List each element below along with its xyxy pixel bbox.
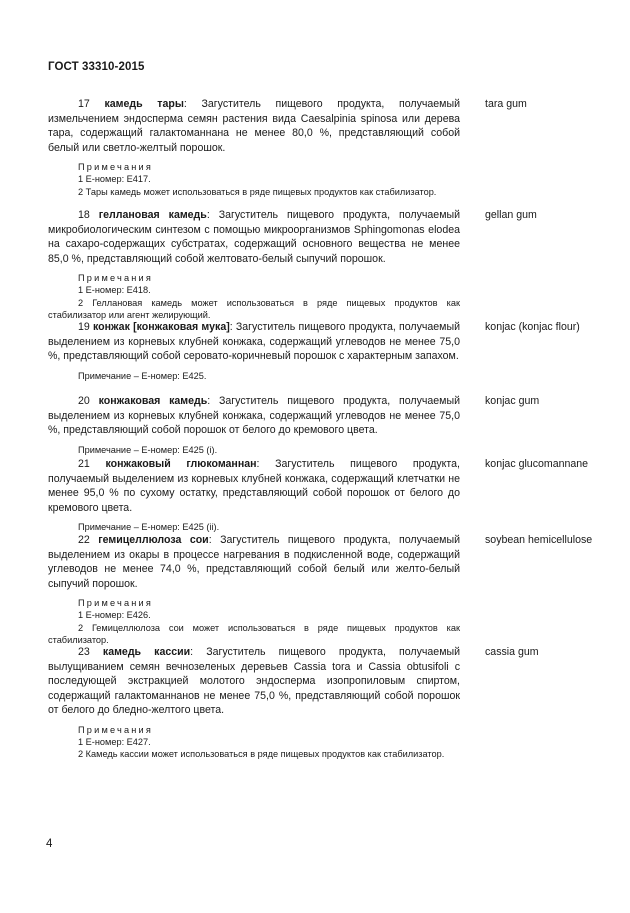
term-notes (48, 597, 460, 646)
term-equivalent-english: konjac gum (485, 395, 540, 407)
term-entry-21 (48, 457, 614, 533)
term-definition: 20 конжаковая камедь: Загуститель пищевого продукта, получаемый выделением из корневых клубней конжака, содержащий углеводов не менее 75,0 %, представляющий собой порошок от белого до кремового цвета. (48, 395, 460, 436)
term-entry-17 (48, 97, 614, 198)
document-header: ГОСТ 33310-2015 (48, 61, 145, 73)
term-equivalent-english: soybean hemicellulose (485, 534, 593, 546)
term-definition: 21 конжаковый глюкоманнан: Загуститель пищевого продукта, получаемый выделением из корневых клубней конжака, содержащий клетчатки не менее 95,0 % по сухому остатку, представляющий собой порошок от белого до кремового цвета. (48, 458, 460, 514)
notes-heading: Примечания (78, 724, 154, 735)
note-item: 1 Е-номер: Е417. (78, 174, 151, 185)
term-definition: 19 конжак [конжаковая мука]: Загуститель пищевого продукта, получаемый выделением из корневых клубней конжака, содержащий углеводов не менее 75,0 %, представляющий собой серовато-коричневый порошок с характерным запахом. (48, 321, 461, 362)
note-single: Примечание – Е-номер: Е425. (78, 370, 207, 381)
term-name: гемицеллюлоза сои (98, 534, 209, 546)
note-item: 2 Тары камедь может использоваться в ряде пищевых продуктов как стабилизатор. (78, 186, 437, 197)
term-definition: 18 геллановая камедь: Загуститель пищевого продукта, получаемый микробиологическим синтезом с помощью микроорганизмов Sphingomonas elodea на сахаро-содержащих субстратах, содержащий основного вещества не менее 85,0 %, представляющий собой желтовато-белый сыпучий порошок. (48, 209, 461, 265)
notes-heading: Примечания (78, 162, 154, 172)
term-notes (48, 444, 460, 456)
term-name: геллановая камедь (98, 209, 207, 221)
term-definition: 17 камедь тары: Загуститель пищевого продукта, получаемый измельчением эндосперма семян растения вида Caesalpinia spinosa или дерева тара, содержащий галактоманнана не менее 80,0 %, представляющий собой белый или светло-желтый порошок. (48, 98, 460, 154)
term-notes (48, 521, 460, 533)
note-single: Примечание – Е-номер: Е425 (i). (78, 444, 218, 455)
term-entry-19 (48, 320, 614, 382)
term-equivalent-english: konjac glucomannane (485, 458, 589, 470)
term-entry-18 (48, 208, 614, 321)
term-equivalent-english: gellan gum (485, 209, 537, 221)
term-notes (48, 724, 460, 761)
term-entry-22 (48, 533, 614, 646)
term-name: камедь кассии (102, 646, 191, 658)
note-item: 2 Камедь кассии может использоваться в ряде пищевых продуктов как стабилизатор. (78, 749, 445, 760)
note-item: 2 Гемицеллюлоза сои может использоваться в ряде пищевых продуктов как стабилизатор. (48, 622, 460, 645)
notes-heading: Примечания (78, 598, 154, 608)
term-entry-20 (48, 394, 614, 456)
term-name: конжаковый глюкоманнан (105, 458, 257, 470)
note-item: 1 Е-номер: Е427. (78, 736, 151, 747)
term-equivalent-english: tara gum (485, 98, 527, 110)
term-name: камедь тары (104, 98, 184, 110)
term-notes (48, 161, 460, 198)
term-entry-23 (48, 645, 614, 760)
note-item: 1 Е-номер: Е426. (78, 610, 151, 621)
term-definition: 23 камедь кассии: Загуститель пищевого продукта, получаемый вылущиванием семян вечнозеленых деревьев Cassia tora и Cassia obtusifoli с последующей экстракцией молотого эндосперма изопропиловым спиртом, содержащий галактоманнанов не менее 75,0 %, представляющий собой порошок от белого до бледно-желтого цвета. (48, 646, 461, 716)
note-single: Примечание – Е-номер: Е425 (ii). (78, 522, 220, 532)
page-number: 4 (46, 838, 53, 850)
term-notes (48, 370, 460, 382)
notes-heading: Примечания (78, 273, 154, 283)
term-name: конжаковая камедь (98, 395, 208, 407)
term-equivalent-english: konjac (konjac flour) (485, 321, 580, 333)
term-name: конжак [конжаковая мука] (93, 321, 230, 333)
term-notes (48, 272, 460, 321)
note-item: 1 Е-номер: Е418. (78, 285, 151, 296)
term-equivalent-english: cassia gum (485, 646, 539, 658)
note-item: 2 Геллановая камедь может использоваться в ряде пищевых продуктов как стабилизатор или агент желирующий. (48, 297, 460, 320)
term-definition: 22 гемицеллюлоза сои: Загуститель пищевого продукта, получаемый выделением из окары в процессе нагревания в подкисленной воде, содержащий углеводов не менее 74,0 %, представляющий собой белый или желто-белый сыпучий порошок. (48, 534, 460, 590)
